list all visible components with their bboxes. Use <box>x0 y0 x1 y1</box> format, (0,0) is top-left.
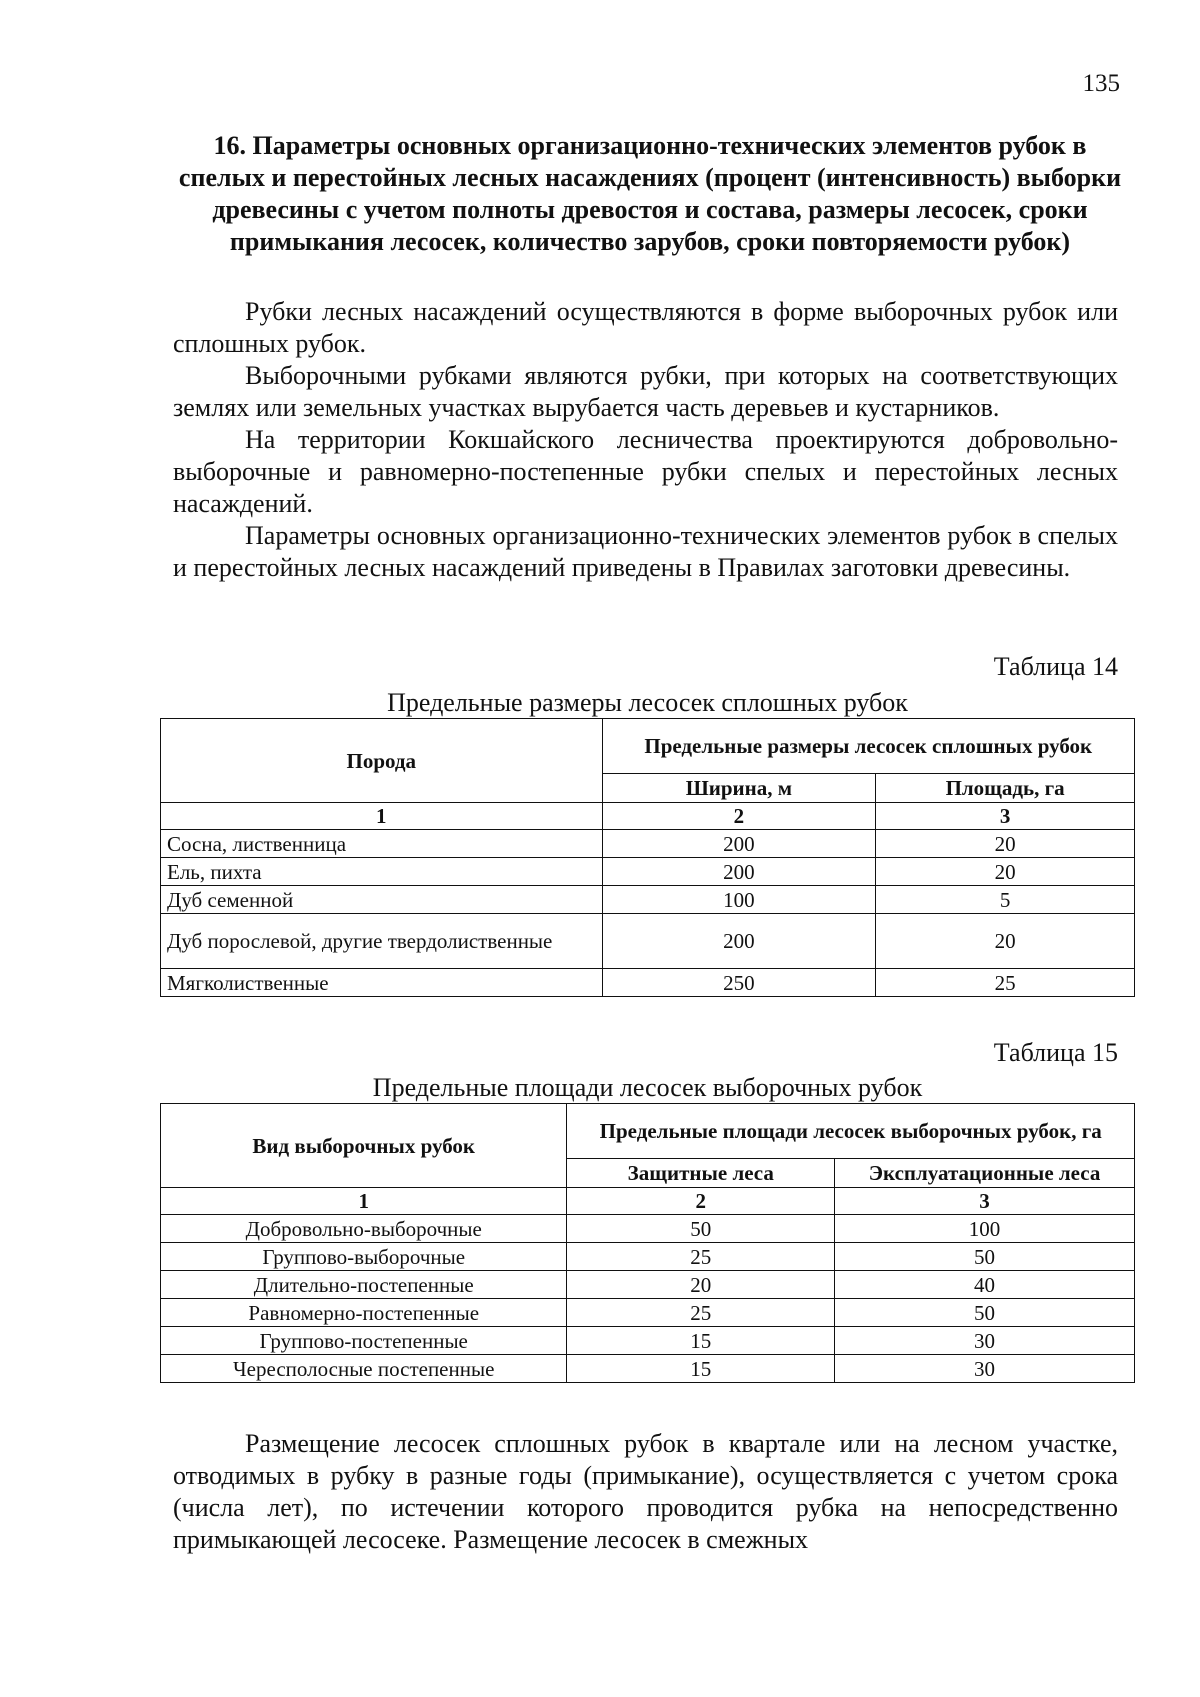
table-14-header-species: Порода <box>161 719 603 803</box>
exploitation-cell: 50 <box>835 1243 1135 1271</box>
table-row <box>161 886 1135 914</box>
width-cell: 200 <box>602 858 876 886</box>
table-14-index: 3 <box>876 803 1135 830</box>
area-cell: 5 <box>876 886 1135 914</box>
cut-type-cell: Равномерно-постепенные <box>161 1299 567 1327</box>
table-15-title: Предельные площади лесосек выборочных рубок <box>372 1073 923 1102</box>
intro-text <box>173 296 1118 584</box>
table-15-header-exploitation: Эксплуатационные леса <box>835 1159 1135 1188</box>
width-cell: 200 <box>602 914 876 969</box>
width-cell: 250 <box>602 969 876 997</box>
cut-type-cell: Группово-постепенные <box>161 1327 567 1355</box>
table-15-index: 3 <box>835 1188 1135 1215</box>
species-cell: Дуб семенной <box>161 886 603 914</box>
table-14-header-group: Предельные размеры лесосек сплошных рубок <box>602 719 1134 774</box>
area-cell: 20 <box>876 914 1135 969</box>
table-14 <box>160 718 1135 997</box>
table-15-header-type: Вид выборочных рубок <box>161 1104 567 1188</box>
protective-cell: 50 <box>567 1215 835 1243</box>
exploitation-cell: 30 <box>835 1355 1135 1383</box>
table-15-header-group: Предельные площади лесосек выборочных рубок, га <box>567 1104 1135 1159</box>
paragraph: Рубки лесных насаждений осуществляются в форме выборочных рубок или сплошных рубок. <box>173 297 1118 358</box>
table-15-header-protective: Защитные леса <box>567 1159 835 1188</box>
table-row <box>161 830 1135 858</box>
species-cell: Дуб порослевой, другие твердолиственные <box>161 914 603 969</box>
area-cell: 25 <box>876 969 1135 997</box>
species-cell: Мягколиственные <box>161 969 603 997</box>
table-14-header-width: Ширина, м <box>602 774 876 803</box>
protective-cell: 25 <box>567 1299 835 1327</box>
table-row <box>161 1243 1135 1271</box>
closing-text <box>173 1428 1118 1556</box>
species-cell: Ель, пихта <box>161 858 603 886</box>
table-row <box>161 1327 1135 1355</box>
page-number: 135 <box>1082 70 1120 97</box>
table-15-number: Таблица 15 <box>993 1038 1118 1067</box>
table-row <box>161 1271 1135 1299</box>
protective-cell: 20 <box>567 1271 835 1299</box>
protective-cell: 25 <box>567 1243 835 1271</box>
exploitation-cell: 30 <box>835 1327 1135 1355</box>
paragraph: На территории Кокшайского лесничества проектируются добровольно-выборочные и равномерно-постепенные рубки спелых и перестойных лесных насаждений. <box>173 425 1118 518</box>
table-14-title: Предельные размеры лесосек сплошных рубок <box>387 688 908 717</box>
table-row <box>161 1299 1135 1327</box>
protective-cell: 15 <box>567 1327 835 1355</box>
protective-cell: 15 <box>567 1355 835 1383</box>
table-15-index: 1 <box>161 1188 567 1215</box>
table-14-index: 1 <box>161 803 603 830</box>
exploitation-cell: 50 <box>835 1299 1135 1327</box>
section-heading: 16. Параметры основных организационно-технических элементов рубок в спелых и перестойных лесных насаждениях (процент (интенсивность) выборки древесины с учетом полноты древостоя и состава, размеры лесосек, сроки примыкания лесосек, количество зарубов, сроки повторяемости рубок) <box>178 131 1122 256</box>
cut-type-cell: Длительно-постепенные <box>161 1271 567 1299</box>
paragraph: Выборочными рубками являются рубки, при которых на соответствующих землях или земельных участках вырубается часть деревьев и кустарников. <box>173 361 1118 422</box>
area-cell: 20 <box>876 858 1135 886</box>
table-14-index: 2 <box>602 803 876 830</box>
width-cell: 100 <box>602 886 876 914</box>
exploitation-cell: 100 <box>835 1215 1135 1243</box>
species-cell: Сосна, лиственница <box>161 830 603 858</box>
width-cell: 200 <box>602 830 876 858</box>
table-14-header-area: Площадь, га <box>876 774 1135 803</box>
cut-type-cell: Чересполосные постепенные <box>161 1355 567 1383</box>
table-row <box>161 1355 1135 1383</box>
table-row <box>161 1215 1135 1243</box>
cut-type-cell: Группово-выборочные <box>161 1243 567 1271</box>
table-row <box>161 914 1135 969</box>
paragraph: Размещение лесосек сплошных рубок в квартале или на лесном участке, отводимых в рубку в разные годы (примыкание), осуществляется с учетом срока (числа лет), по истечении которого проводится рубка на непосредственно примыкающей лесосеке. Размещение лесосек в смежных <box>173 1429 1118 1554</box>
table-15-index: 2 <box>567 1188 835 1215</box>
cut-type-cell: Добровольно-выборочные <box>161 1215 567 1243</box>
table-15 <box>160 1103 1135 1383</box>
paragraph: Параметры основных организационно-технических элементов рубок в спелых и перестойных лесных насаждений приведены в Правилах заготовки древесины. <box>173 521 1118 582</box>
table-14-number: Таблица 14 <box>993 652 1118 681</box>
area-cell: 20 <box>876 830 1135 858</box>
exploitation-cell: 40 <box>835 1271 1135 1299</box>
table-row <box>161 858 1135 886</box>
table-row <box>161 969 1135 997</box>
